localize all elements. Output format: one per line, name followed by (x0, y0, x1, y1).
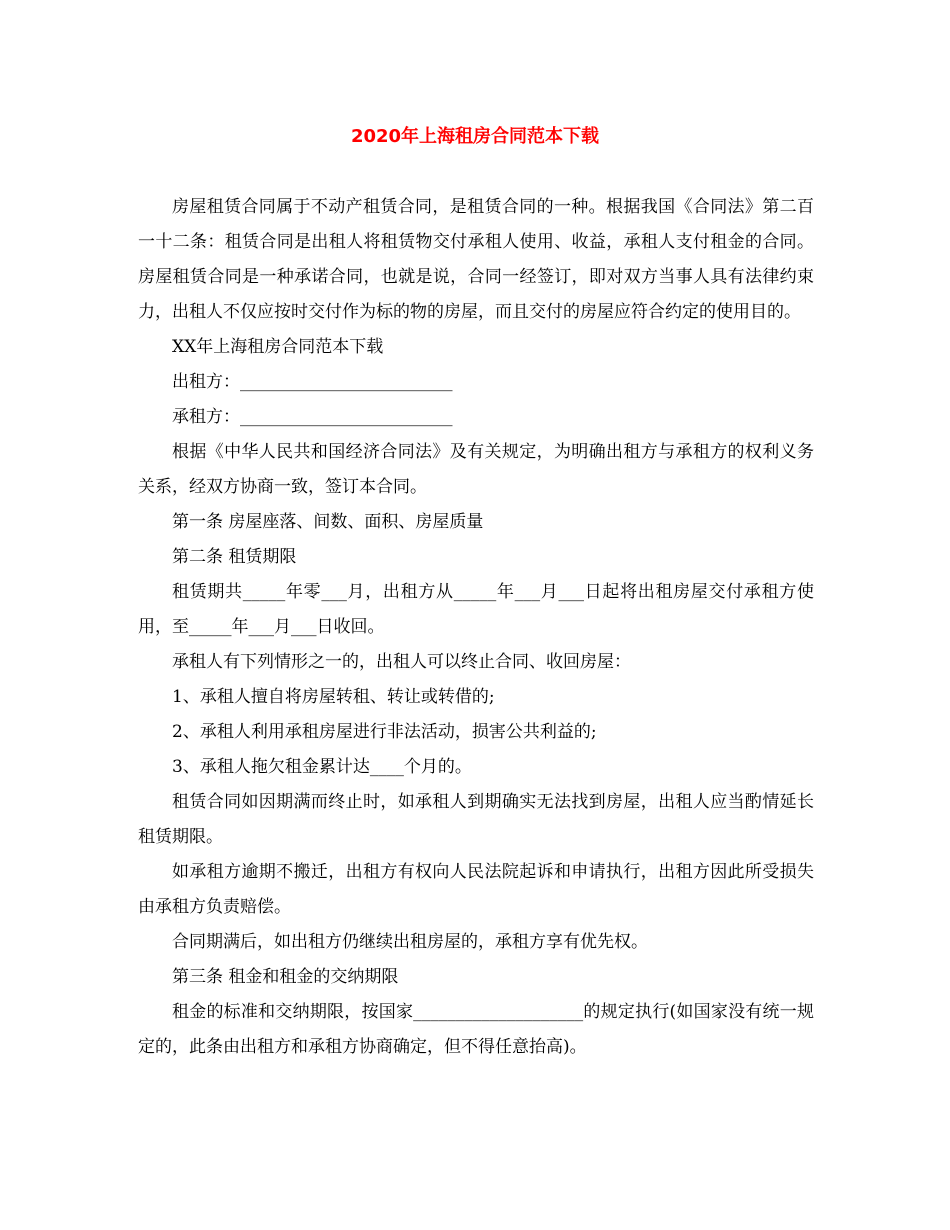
rent-paragraph: 租金的标准和交纳期限，按国家____________________的规定执行(如国家没有统一规定的，此条由出租方和承租方协商确定，但不得任意抬高)。 (138, 1002, 814, 1057)
lessee-field: 承租方：_________________________ (172, 407, 453, 427)
overdue-paragraph: 如承租方逾期不搬迁，出租方有权向人民法院起诉和申请执行，出租方因此所受损失由承租方负责赔偿。 (138, 862, 814, 917)
lease-term-paragraph: 租赁期共_____年零___月，出租方从_____年___月___日起将出租房屋交付承租方使用，至_____年___月___日收回。 (138, 582, 814, 637)
article-1-heading: 第一条 房屋座落、间数、面积、房屋质量 (172, 512, 484, 532)
termination-intro: 承租人有下列情形之一的，出租人可以终止合同、收回房屋： (172, 652, 631, 672)
termination-item-3: 3、承租人拖欠租金累计达____个月的。 (172, 757, 472, 777)
document-title: 2020年上海租房合同范本下载 (350, 126, 600, 147)
contract-heading: XX年上海租房合同范本下载 (172, 337, 384, 357)
preamble-paragraph: 根据《中华人民共和国经济合同法》及有关规定，为明确出租方与承租方的权利义务关系，经双方协商一致，签订本合同。 (138, 442, 814, 497)
document-body (138, 190, 814, 1065)
extension-paragraph: 租赁合同如因期满而终止时，如承租人到期确实无法找到房屋，出租人应当酌情延长租赁期限。 (138, 792, 814, 847)
intro-paragraph: 房屋租赁合同属于不动产租赁合同，是租赁合同的一种。根据我国《合同法》第二百一十二条：租赁合同是出租人将租赁物交付承租人使用、收益，承租人支付租金的合同。房屋租赁合同是一种承诺合同，也就是说，合同一经签订，即对双方当事人具有法律约束力，出租人不仅应按时交付作为标的物的房屋，而且交付的房屋应符合约定的使用目的。 (138, 197, 814, 322)
article-3-heading: 第三条 租金和租金的交纳期限 (172, 967, 399, 987)
termination-item-1: 1、承租人擅自将房屋转租、转让或转借的; (172, 687, 495, 707)
lessor-field: 出租方：_________________________ (172, 372, 453, 392)
priority-paragraph: 合同期满后，如出租方仍继续出租房屋的，承租方享有优先权。 (172, 932, 648, 952)
termination-item-2: 2、承租人利用承租房屋进行非法活动，损害公共利益的; (172, 722, 597, 742)
article-2-heading: 第二条 租赁期限 (172, 547, 297, 567)
